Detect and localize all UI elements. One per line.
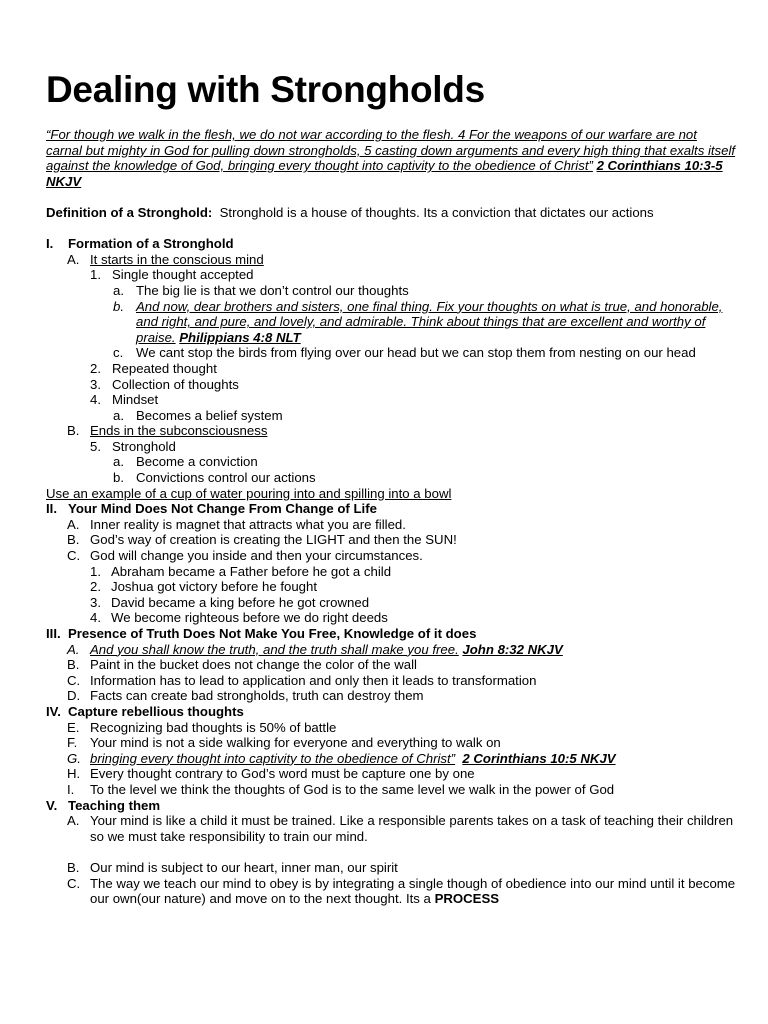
epigraph-quote: “For though we walk in the flesh, we do not war according to the flesh. 4 For the weapons of our warfare are not carnal but mighty in God for pulling down strongholds, 5 casting down arguments and every high thing that exalts itself against the knowledge of God, bringing every thought into captivity to the obedience of Christ” [46,127,736,174]
definition-label: Definition of a Stronghold: [46,204,213,220]
outline-item: 2. Repeated thought [90,360,217,376]
outline-item: B. Ends in the subconsciousness [67,423,268,439]
outline-item: 2. Joshua got victory before he fought [90,579,318,595]
outline-item: 1. Single thought accepted [90,267,254,283]
outline-item: A. Your mind is like a child it must be trained. Like a responsible parents takes on a task of teaching their children so we must take responsibility to train our mind. [67,813,734,844]
outline-item: F. Your mind is not a side walking for everyone and everything to walk on [67,735,501,751]
outline-item: 4. Mindset [90,392,159,408]
section-4-heading: IV. Capture rebellious thoughts [46,703,244,719]
outline-item: C. Information has to lead to application and only then it leads to transformation [67,672,537,688]
section-5-heading: V. Teaching them [46,797,161,813]
scripture-quote: And now, dear brothers and sisters, one final thing. Fix your thoughts on what is true, and honorable, and right, and pure, and lovely, and admirable. Think about things that are excellent and worthy of praise. [136,298,723,345]
outline-item: A. It starts in the conscious mind [67,251,264,267]
section-1-heading: I. Formation of a Stronghold [46,236,234,252]
outline-item: b. Convictions control our actions [113,470,316,486]
outline-item: a. The big lie is that we don’t control our thoughts [113,282,409,298]
outline-item: H. Every thought contrary to God’s word must be capture one by one [67,766,475,782]
section-1-note: Use an example of a cup of water pouring into and spilling into a bowl [46,485,452,501]
scripture-reference: 2 Corinthians 10:5 NKJV [462,750,616,766]
process-emphasis: PROCESS [434,891,500,907]
outline-item: 3. David became a king before he got crowned [90,594,370,610]
outline-item: c. We cant stop the birds from flying over our head but we can stop them from nesting on our head [113,345,696,361]
scripture-reference: John 8:32 NKJV [462,641,563,657]
outline-item: C. God will change you inside and then your circumstances. [67,548,423,564]
outline-item: a. Become a conviction [113,454,258,470]
outline-item: B. Paint in the bucket does not change the color of the wall [67,657,417,673]
outline-item: 4. We become righteous before we do right deeds [90,610,388,626]
scripture-quote: bringing every thought into captivity to the obedience of Christ” [90,750,456,766]
epigraph-reference: 2 Corinthians 10:3-5 NKJV [46,158,723,189]
document-body [46,127,736,907]
outline-item: C. The way we teach our mind to obey is by integrating a single though of obedience into our mind until it become our own(our nature) and move on to the next thought. Its a PROCESS [67,875,736,907]
outline-item: E. Recognizing bad thoughts is 50% of battle [67,719,337,735]
outline-item: B. Our mind is subject to our heart, inner man, our spirit [67,859,398,875]
scripture-reference: Philippians 4:8 NLT [179,329,301,345]
outline-item: G. bringing every thought into captivity to the obedience of Christ” 2 Corinthians 10:5 NKJV [67,750,616,766]
outline-item: A. And you shall know the truth, and the truth shall make you free. John 8:32 NKJV [67,641,563,657]
outline-item: I. To the level we think the thoughts of God is to the same level we walk in the power of God [67,781,615,797]
definition-text: Stronghold is a house of thoughts. Its a conviction that dictates our actions [219,204,654,220]
section-3-heading: III. Presence of Truth Does Not Make You Free, Knowledge of it does [46,626,477,641]
outline-item: A. Inner reality is magnet that attracts what you are filled. [67,516,406,532]
scripture-quote: And you shall know the truth, and the truth shall make you free. [90,641,459,657]
outline-item: B. God’s way of creation is creating the LIGHT and then the SUN! [67,532,457,548]
outline-item: 3. Collection of thoughts [90,376,239,392]
page-title: Dealing with Strongholds [46,69,485,110]
outline-item: a. Becomes a belief system [113,407,283,423]
outline-item: b. And now, dear brothers and sisters, one final thing. Fix your thoughts on what is true, and honorable, and right, and pure, and lovely, and admirable. Think about things that are excellent and worthy of praise. Philippians 4:8 NLT [113,298,723,345]
outline-item: 1. Abraham became a Father before he got a child [90,563,392,579]
epigraph [46,127,736,189]
section-2-heading: II. Your Mind Does Not Change From Change of Life [46,501,377,517]
outline-item: 5. Stronghold [90,438,176,454]
outline-item: D. Facts can create bad strongholds, truth can destroy them [67,688,424,704]
definition [46,205,736,221]
